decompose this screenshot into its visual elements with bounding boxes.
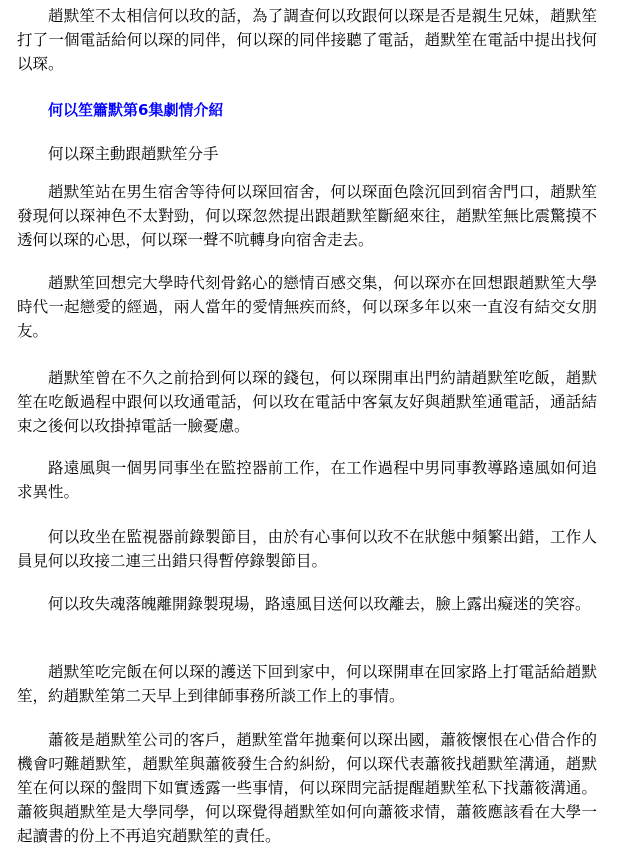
story-paragraph: 何以玫坐在監視器前錄製節目，由於有心事何以玫不在狀態中頻繁出錯，工作人員見何以玫接二連三出錯只得暫停錄製節目。 bbox=[17, 528, 597, 570]
story-paragraph: 趙默笙回想完大學時代刻骨銘心的戀情百感交集，何以琛亦在回想跟趙默笙大學時代一起戀愛的經過，兩人當年的愛情無疾而終，何以琛多年以來一直沒有結交女朋友。 bbox=[17, 274, 597, 340]
story-paragraph: 趙默笙站在男生宿舍等待何以琛回宿舍，何以琛面色陰沉回到宿舍門口，趙默笙發現何以琛神色不太對勁，何以琛忽然提出跟趙默笙斷絕來往，趙默笙無比震驚摸不透何以琛的心思，何以琛一聲不吭轉身向宿舍走去。 bbox=[17, 183, 597, 249]
story-paragraph: 趙默笙吃完飯在何以琛的護送下回到家中，何以琛開車在回家路上打電話給趙默笙，約趙默笙第二天早上到律師事務所談工作上的事情。 bbox=[17, 663, 597, 705]
subtitle-paragraph: 何以琛主動跟趙默笙分手 bbox=[48, 145, 219, 163]
story-paragraph: 趙默笙曾在不久之前拾到何以琛的錢包，何以琛開車出門約請趙默笙吃飯，趙默笙在吃飯過程中跟何以玫通電話，何以玫在電話中客氣友好與趙默笙通電話，通話結束之後何以玫掛掉電話一臉憂慮。 bbox=[17, 369, 597, 435]
intro-paragraph: 趙默笙不太相信何以玫的話，為了調查何以玫跟何以琛是否是親生兄妹，趙默笙打了一個電話給何以琛的同伴，何以琛的同伴接聽了電話，趙默笙在電話中提出找何以琛。 bbox=[17, 7, 597, 73]
story-paragraph: 路遠風與一個男同事坐在監控器前工作，在工作過程中男同事教導路遠風如何追求異性。 bbox=[17, 459, 597, 501]
story-paragraph: 蕭筱是趙默笙公司的客戶，趙默笙當年拋棄何以琛出國，蕭筱懷恨在心借合作的機會叼難趙默笙，趙默笙與蕭筱發生合約糾紛，何以琛代表蕭筱找趙默笙溝通，趙默笙在何以琛的盤問下如實透露一些事情，何以琛問完話提醒趙默笙私下找蕭筱溝通。蕭筱與趙默笙是大學同學，何以琛覺得趙默笙如何向蕭筱求情，蕭筱應該看在大學一起讀書的份上不再追究趙默笙的責任。 bbox=[17, 731, 597, 845]
story-paragraph: 何以玫失魂落魄離開錄製現場，路遠風目送何以玫離去，臉上露出癡迷的笑容。 bbox=[48, 595, 591, 613]
section-title: 何以笙簫默第6集劇情介紹 bbox=[48, 101, 224, 119]
